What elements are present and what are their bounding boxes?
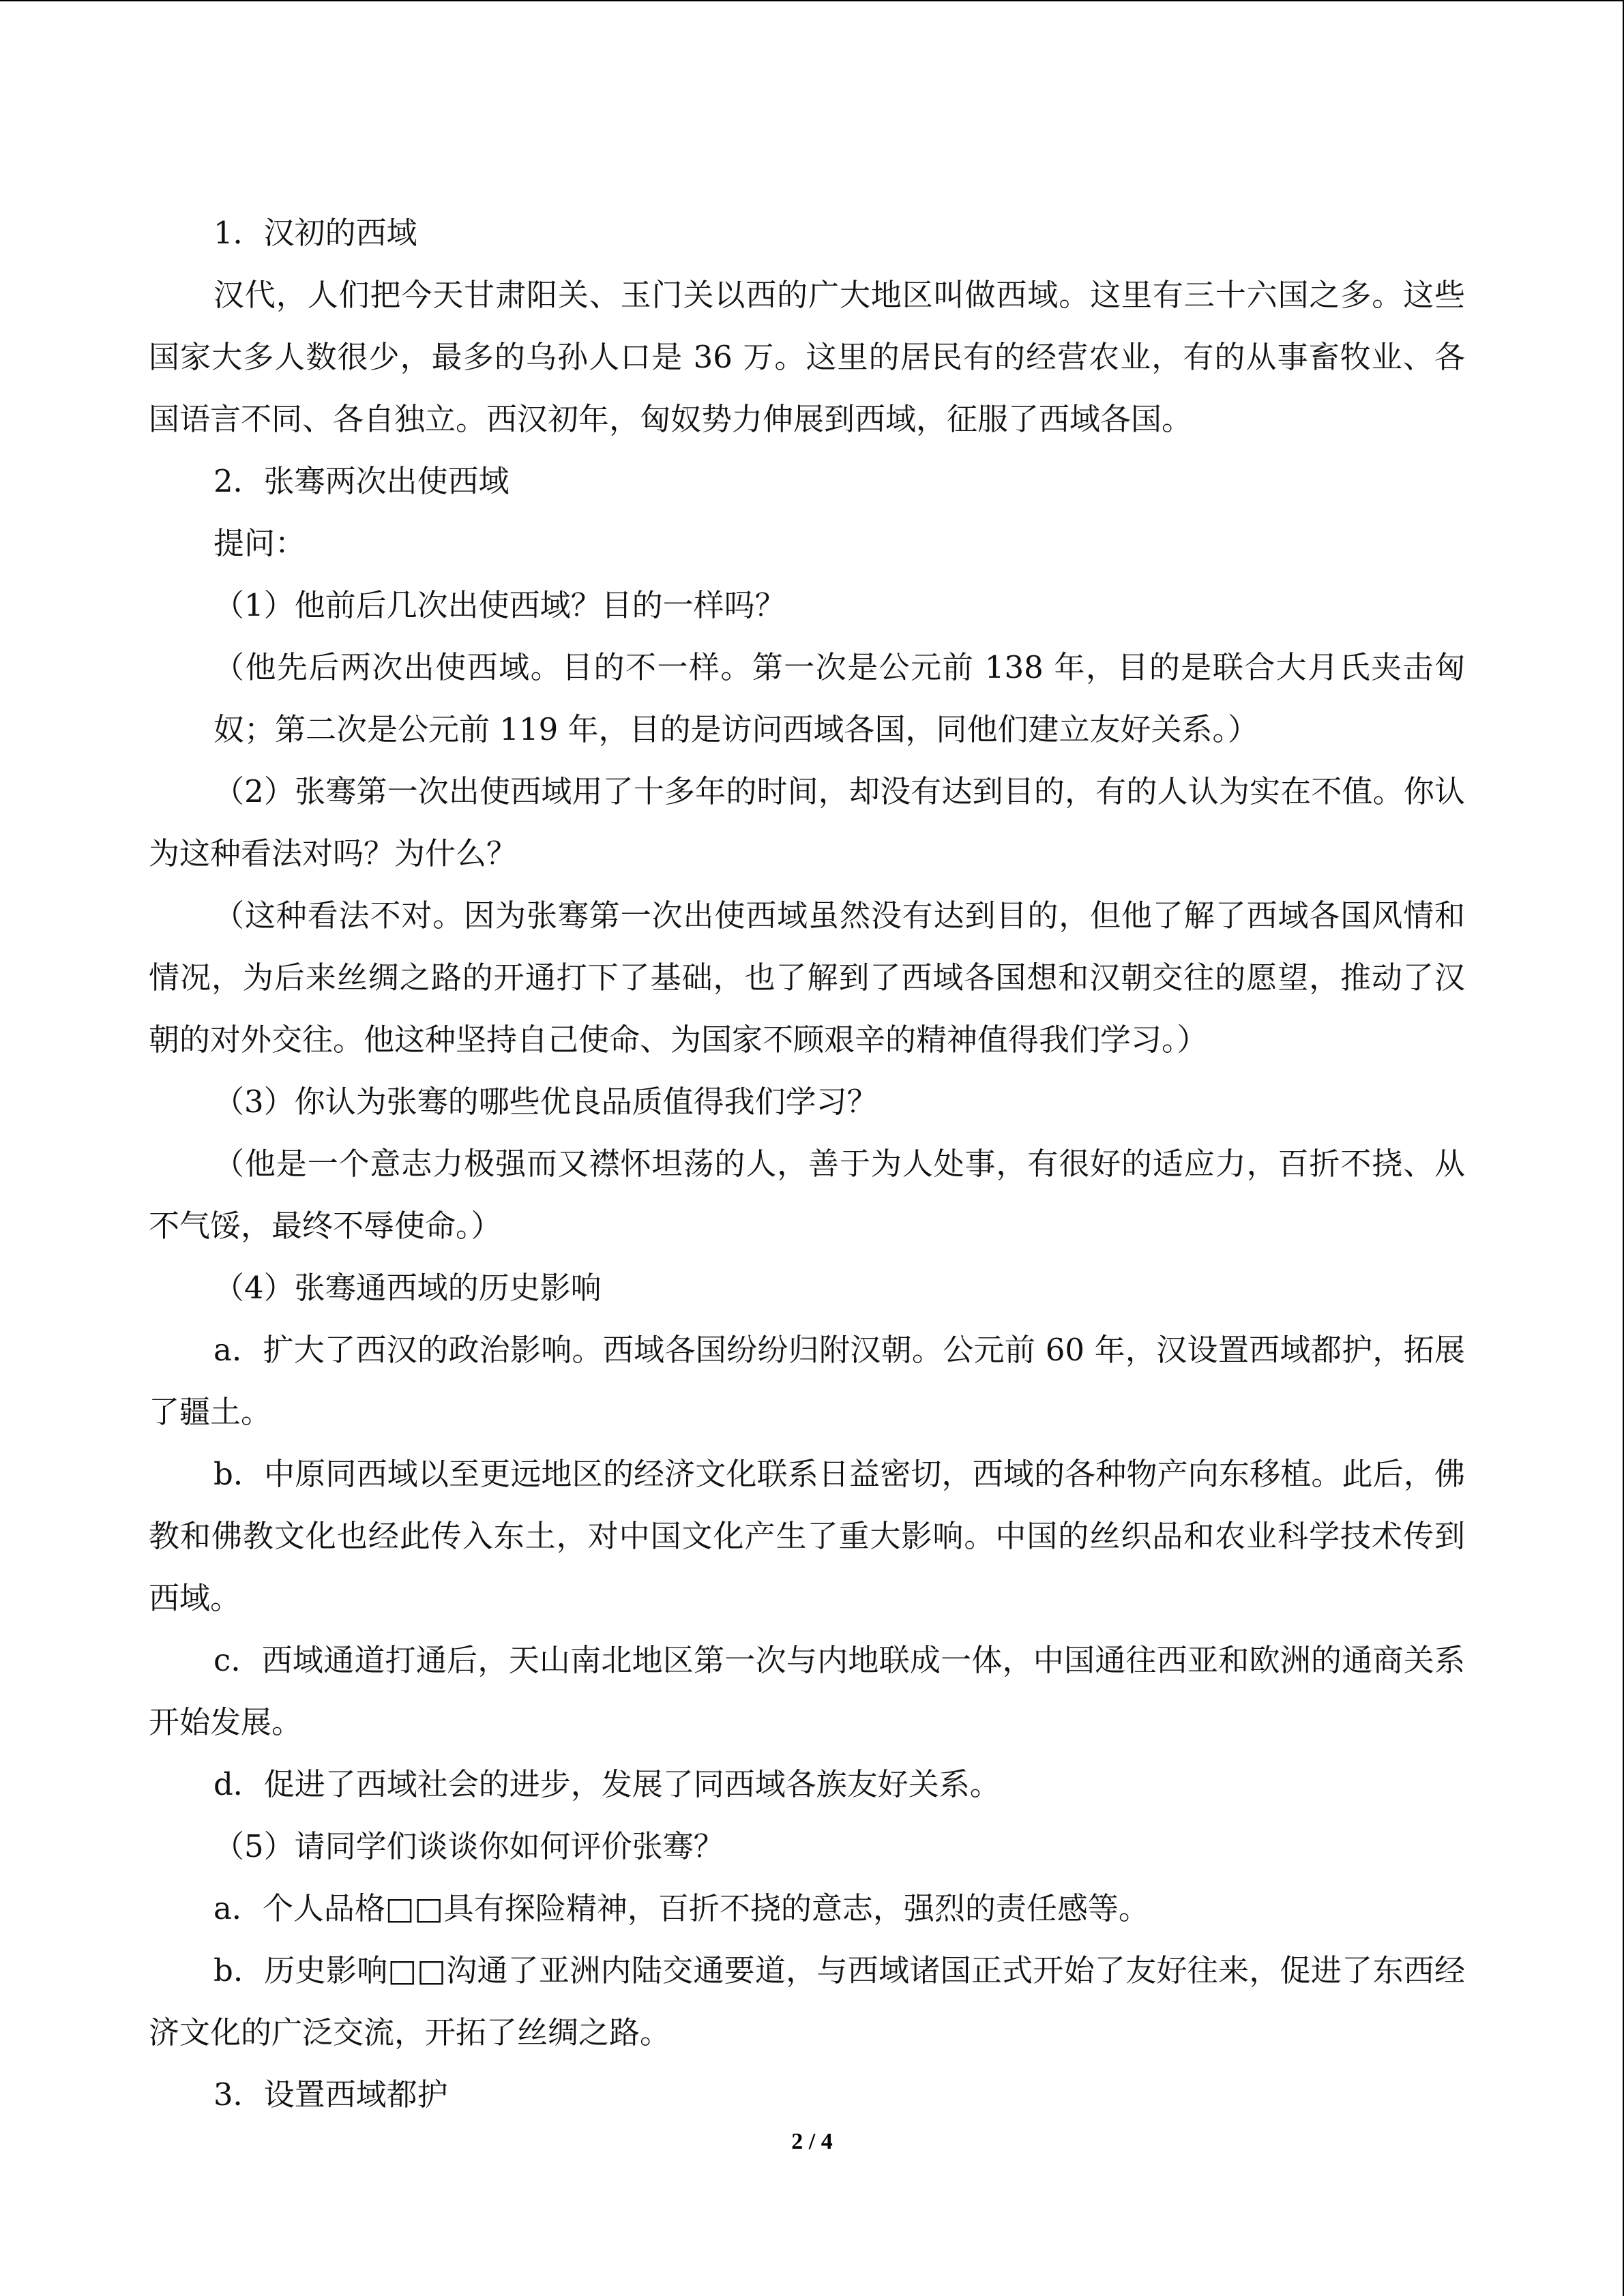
- answer-3: （他是一个意志力极强而又襟怀坦荡的人，善于为人处事，有很好的适应力，百折不挠、从不气馁，最终不辱使命。）: [149, 1146, 1465, 1244]
- question-1: （1）他前后几次出使西域？目的一样吗？: [213, 587, 786, 623]
- question-2: （2）张骞第一次出使西域用了十多年的时间，却没有达到目的，有的人认为实在不值。你认为这种看法对吗？为什么？: [149, 773, 1465, 871]
- page-number: 2 / 4: [791, 2129, 833, 2154]
- influence-b: b．中原同西域以至更远地区的经济文化联系日益密切，西域的各种物产向东移植。此后，佛教和佛教文化也经此传入东土，对中国文化产生了重大影响。中国的丝织品和农业科学技术传到西域。: [149, 1456, 1465, 1616]
- section-heading-3: 3．设置西域都护: [213, 2076, 448, 2113]
- section-heading-2: 2．张骞两次出使西域: [213, 463, 510, 499]
- page-top-border: [0, 0, 1624, 1]
- answer-1: （他先后两次出使西域。目的不一样。第一次是公元前 138 年，目的是联合大月氏夹击匈奴；第二次是公元前 119 年，目的是访问西域各国，同他们建立友好关系。）: [213, 649, 1465, 747]
- question-prompt: 提问：: [213, 525, 306, 561]
- paragraph-western-regions: 汉代，人们把今天甘肃阳关、玉门关以西的广大地区叫做西域。这里有三十六国之多。这些国家大多人数很少，最多的乌孙人口是 36 万。这里的居民有的经营农业，有的从事畜牧业、各国语言不同、各自独立。西汉初年，匈奴势力伸展到西域，征服了西域各国。: [149, 277, 1465, 437]
- question-4: （4）张骞通西域的历史影响: [213, 1270, 602, 1306]
- influence-a: a．扩大了西汉的政治影响。西域各国纷纷归附汉朝。公元前 60 年，汉设置西域都护，拓展了疆土。: [149, 1332, 1465, 1430]
- influence-d: d．促进了西域社会的进步，发展了同西域各族友好关系。: [213, 1766, 1001, 1802]
- document-body: [149, 202, 1465, 2126]
- influence-c: c．西域通道打通后，天山南北地区第一次与内地联成一体，中国通往西亚和欧洲的通商关系开始发展。: [149, 1642, 1465, 1740]
- question-3: （3）你认为张骞的哪些优良品质值得我们学习？: [213, 1084, 878, 1120]
- answer-2: （这种看法不对。因为张骞第一次出使西域虽然没有达到目的，但他了解了西域各国风情和情况，为后来丝绸之路的开通打下了基础，也了解到了西域各国想和汉朝交往的愿望，推动了汉朝的对外交往。他这种坚持自己使命、为国家不顾艰辛的精神值得我们学习。）: [149, 897, 1465, 1058]
- evaluation-a: a．个人品格□□具有探险精神，百折不挠的意志，强烈的责任感等。: [213, 1890, 1149, 1926]
- section-heading-1: 1．汉初的西域: [213, 215, 417, 251]
- evaluation-b: b．历史影响□□沟通了亚洲内陆交通要道，与西域诸国正式开始了友好往来，促进了东西经济文化的广泛交流，开拓了丝绸之路。: [149, 1952, 1465, 2051]
- question-5: （5）请同学们谈谈你如何评价张骞？: [213, 1828, 724, 1864]
